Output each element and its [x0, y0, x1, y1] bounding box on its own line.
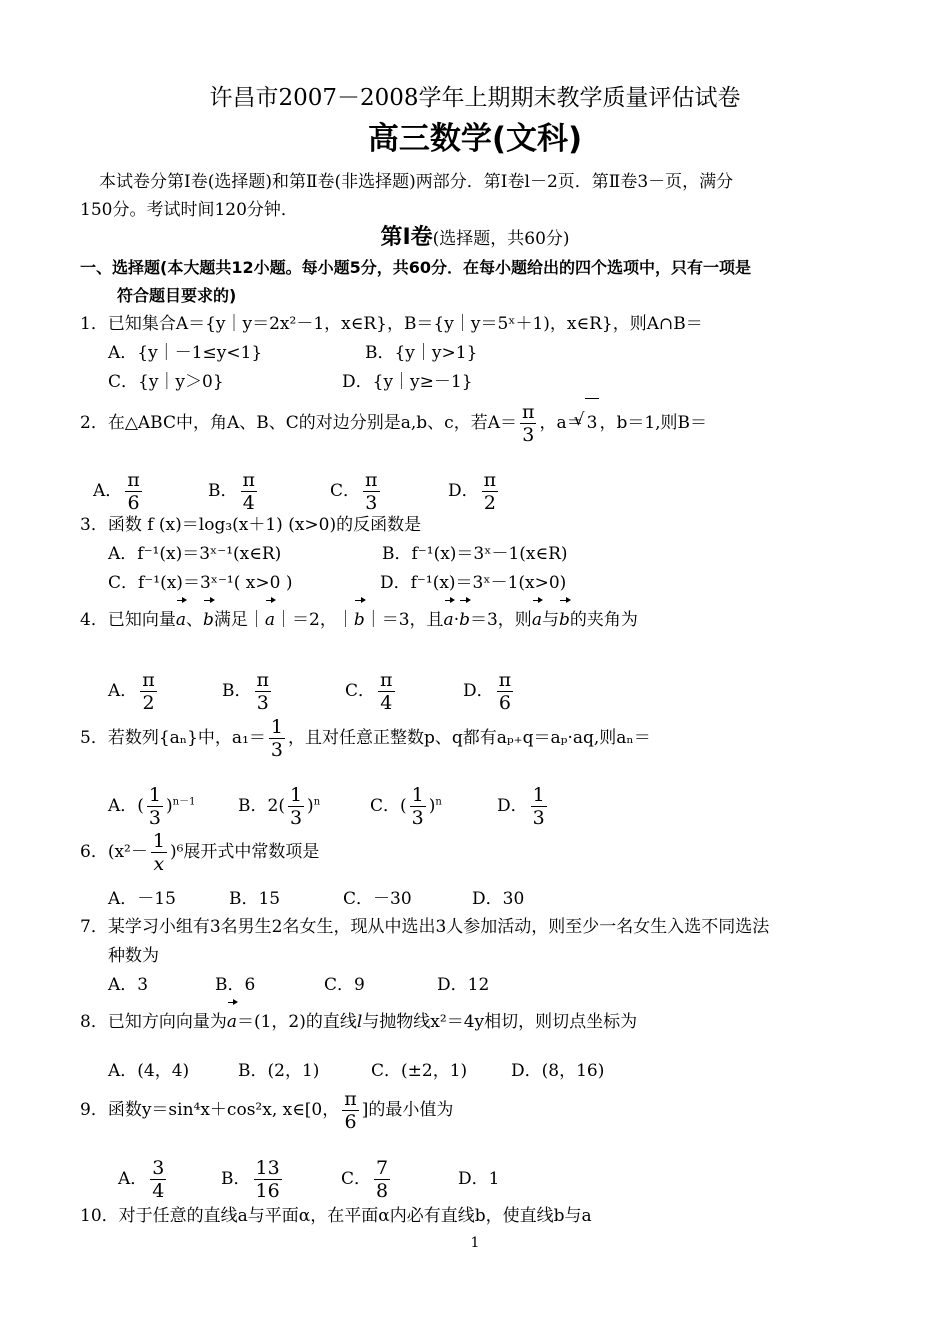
section-heading-line-1: 一、选择题(本大题共12小题。每小题5分，共60分．在每小题给出的四个选项中，只有一项是	[80, 258, 751, 277]
q3-option-a: A．f⁻¹(x)＝3ˣ⁻¹(x∈R)	[108, 544, 282, 564]
q7-option-d: D．12	[437, 975, 490, 995]
q5-option-a: A．( $\frac{1}{3}$ )$^{n-1}$	[108, 784, 196, 829]
sqrt-3: √ 3	[585, 398, 600, 447]
fraction-pi-over-3: $\frac{\pi}{3}$	[521, 401, 535, 446]
q8-option-a: A．(4，4)	[108, 1061, 190, 1081]
q8-option-d: D．(8，16)	[511, 1061, 605, 1081]
intro-line-2: 150分。考试时间120分钟．	[80, 200, 298, 220]
exam-title: 许昌市2007－2008学年上期期末教学质量评估试卷	[209, 85, 741, 111]
q6-option-b: B．15	[229, 889, 281, 909]
q2-stem-a: 2．在△ABC中，角A、B、C的对边分别是a,b、c，若A＝	[80, 413, 517, 433]
q2-stem	[80, 398, 707, 447]
q5-option-d: D． $\frac{1}{3}$	[497, 784, 545, 829]
q9-option-a: A． $\frac{3}{4}$	[118, 1157, 165, 1202]
vector-a: a	[176, 594, 186, 638]
q3-option-d: D．f⁻¹(x)＝3ˣ－1(x>0)	[380, 573, 567, 593]
q1-option-c: C．{y｜y＞0}	[108, 372, 224, 392]
q10-stem: 10．对于任意的直线a与平面α，在平面α内必有直线b，使直线b与a	[80, 1206, 592, 1226]
q9-option-b: B． $\frac{13}{16}$	[221, 1157, 280, 1202]
q7-option-b: B．6	[215, 975, 256, 995]
q1-option-a: A．{y｜－1≤y<1}	[108, 343, 263, 363]
q7-stem-line-1: 7．某学习小组有3名男生2名女生，现从中选出3人参加活动，则至少一名女生入选不同选法	[80, 917, 770, 937]
q4-stem: 4．已知向量a、b满足｜a｜＝2，｜b｜＝3，且a·b＝3，则a与b的夹角为	[80, 594, 638, 638]
q4-option-a: A． $\frac{\pi}{2}$	[108, 669, 155, 714]
fraction-pi-over-6: $\frac{\pi}{6}$	[344, 1088, 357, 1133]
q3-stem: 3．函数 f (x)＝log₃(x＋1) (x>0)的反函数是	[80, 515, 422, 535]
q5-option-c: C．( $\frac{1}{3}$ )$^n$	[370, 784, 442, 829]
q5-option-b: B．2( $\frac{1}{3}$ )$^n$	[238, 784, 321, 829]
q6-option-a: A．－15	[108, 889, 176, 909]
q3-option-b: B．f⁻¹(x)＝3ˣ－1(x∈R)	[382, 544, 568, 564]
intro-line-1: 本试卷分第Ⅰ卷(选择题)和第Ⅱ卷(非选择题)两部分．第Ⅰ卷l－2页．第Ⅱ卷3－页，满分	[99, 172, 734, 192]
q4-option-b: B． $\frac{\pi}{3}$	[222, 669, 269, 714]
q5-options	[0, 770, 950, 829]
q5-stem: 5．若数列{aₙ}中，a₁＝ $\frac{1}{3}$ ，且对任意正整数p、q都有aₚ₊q＝aₚ·aq,则aₙ＝	[80, 716, 651, 761]
subject-title: 高三数学(文科)	[367, 121, 583, 157]
vector-a: a	[227, 996, 237, 1040]
q2-option-c: C． $\frac{\pi}{3}$	[330, 469, 378, 514]
q9-option-c: C． $\frac{7}{8}$	[341, 1157, 389, 1202]
q6-option-d: D．30	[472, 889, 525, 909]
fraction-1-over-3: $\frac{1}{3}$	[270, 716, 283, 761]
q1-option-b: B．{y｜y>1}	[365, 343, 478, 363]
q4-option-d: D． $\frac{\pi}{6}$	[463, 669, 512, 714]
vector-b: b	[203, 594, 214, 638]
q2-option-d: D． $\frac{\pi}{2}$	[448, 469, 497, 514]
q1-option-d: D．{y｜y≥－1}	[342, 372, 473, 392]
q2-stem-b: ，a＝	[539, 413, 584, 433]
q2-stem-c: ，b＝1,则B＝	[599, 413, 708, 433]
q6-stem: 6．(x²－ $\frac{1}{x}$ )⁶展开式中常数项是	[80, 830, 320, 875]
q7-option-a: A．3	[108, 975, 149, 995]
section-title	[0, 227, 950, 250]
q4-options	[0, 655, 950, 714]
section-title-sub: (选择题，共60分)	[432, 229, 570, 249]
fraction-1-over-x: $\frac{1}{x}$	[152, 830, 165, 875]
q7-stem-line-2: 种数为	[108, 946, 159, 966]
q9-option-d: D．1	[458, 1169, 500, 1189]
q2-option-b: B． $\frac{\pi}{4}$	[208, 469, 255, 514]
q9-options	[0, 1143, 950, 1202]
q2-option-a: A． $\frac{\pi}{6}$	[93, 469, 140, 514]
q7-option-c: C．9	[324, 975, 365, 995]
q8-option-b: B．(2，1)	[238, 1061, 320, 1081]
q3-option-c: C．f⁻¹(x)＝3ˣ⁻¹( x>0 )	[108, 573, 293, 593]
q2-options	[0, 455, 950, 514]
q1-stem: 1．已知集合A＝{y｜y＝2x²－1，x∈R}，B＝{y｜y＝5ˣ＋1)，x∈R}，则A∩B＝	[80, 314, 703, 334]
section-title-main: 第Ⅰ卷	[380, 225, 433, 250]
page-number: 1	[470, 1235, 480, 1251]
section-heading-line-2: 符合题目要求的)	[117, 286, 237, 305]
q8-stem: 8．已知方向向量为a＝(1，2)的直线l与抛物线x²＝4y相切，则切点坐标为	[80, 996, 637, 1040]
q9-stem: 9．函数y＝sin⁴x＋cos²x, x∈[0， $\frac{\pi}{6}$ ]的最小值为	[80, 1088, 454, 1133]
q8-option-c: C．(±2，1)	[371, 1061, 468, 1081]
q4-option-c: C． $\frac{\pi}{4}$	[345, 669, 393, 714]
q6-option-c: C．－30	[343, 889, 412, 909]
